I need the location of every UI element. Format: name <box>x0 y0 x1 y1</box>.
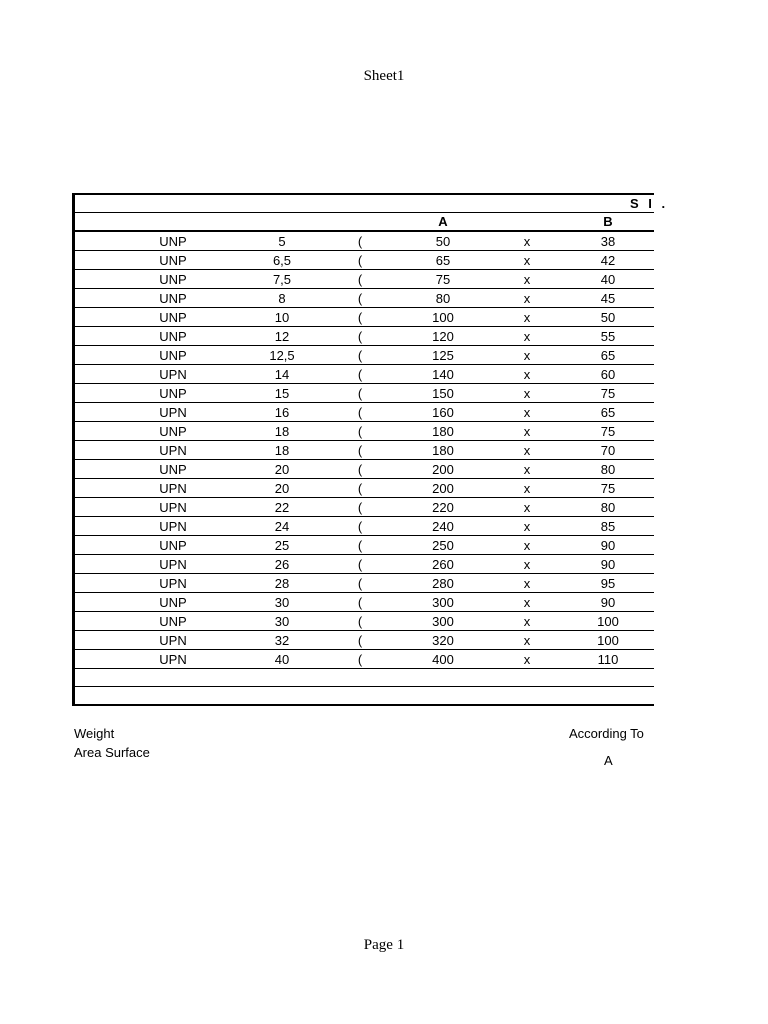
cell-dimension-b: 75 <box>600 386 616 401</box>
cell-profile-size: 28 <box>274 576 290 591</box>
table-body <box>75 232 654 669</box>
cell-open-paren: ( <box>357 443 363 458</box>
table-row <box>75 650 654 669</box>
cell-dimension-a: 240 <box>432 519 454 534</box>
cell-times-sign: x <box>523 386 531 401</box>
table-group-header-row <box>75 195 669 213</box>
cell-times-sign: x <box>523 424 531 439</box>
cell-open-paren: ( <box>357 595 363 610</box>
table-row <box>75 479 654 498</box>
cell-times-sign: x <box>523 291 531 306</box>
cell-dimension-b: 90 <box>600 595 616 610</box>
table-row <box>75 555 654 574</box>
table-row <box>75 308 654 327</box>
cell-dimension-b: 40 <box>600 272 616 287</box>
cell-times-sign: x <box>523 614 531 629</box>
cell-profile-size: 40 <box>274 652 290 667</box>
cell-open-paren: ( <box>357 481 363 496</box>
cell-open-paren: ( <box>357 424 363 439</box>
a-label: A <box>604 753 613 768</box>
table-row <box>75 593 654 612</box>
table-row <box>75 403 654 422</box>
cell-times-sign: x <box>523 253 531 268</box>
cell-dimension-b: 90 <box>600 538 616 553</box>
cell-times-sign: x <box>523 405 531 420</box>
cell-dimension-a: 65 <box>435 253 451 268</box>
cell-profile-size: 18 <box>274 443 290 458</box>
cell-profile-type: UNP <box>159 614 187 629</box>
cell-profile-size: 20 <box>274 481 290 496</box>
page-footer-number: Page 1 <box>363 937 405 953</box>
cell-times-sign: x <box>523 633 531 648</box>
cell-times-sign: x <box>523 348 531 363</box>
cell-profile-size: 22 <box>274 500 290 515</box>
cell-dimension-b: 100 <box>597 614 619 629</box>
cell-times-sign: x <box>523 500 531 515</box>
cell-dimension-a: 300 <box>432 614 454 629</box>
cell-dimension-a: 200 <box>432 481 454 496</box>
cell-profile-size: 25 <box>274 538 290 553</box>
cell-dimension-b: 45 <box>600 291 616 306</box>
cell-profile-size: 32 <box>274 633 290 648</box>
cell-dimension-a: 80 <box>435 291 451 306</box>
cell-open-paren: ( <box>357 500 363 515</box>
table-row <box>75 270 654 289</box>
weight-label: Weight <box>74 726 115 741</box>
table-row <box>75 384 654 403</box>
cell-profile-size: 15 <box>274 386 290 401</box>
table-row <box>75 251 654 270</box>
cell-profile-type: UNP <box>159 310 187 325</box>
cell-times-sign: x <box>523 519 531 534</box>
cell-open-paren: ( <box>357 614 363 629</box>
group-header-si: S I . <box>630 196 669 211</box>
cell-dimension-a: 160 <box>432 405 454 420</box>
cell-dimension-a: 220 <box>432 500 454 515</box>
cell-times-sign: x <box>523 576 531 591</box>
table-row <box>75 346 654 365</box>
cell-dimension-b: 65 <box>600 405 616 420</box>
cell-open-paren: ( <box>357 253 363 268</box>
cell-dimension-b: 95 <box>600 576 616 591</box>
cell-open-paren: ( <box>357 234 363 249</box>
cell-profile-type: UNP <box>159 253 187 268</box>
cell-times-sign: x <box>523 481 531 496</box>
cell-open-paren: ( <box>357 329 363 344</box>
cell-times-sign: x <box>523 462 531 477</box>
table-empty-row <box>75 669 654 687</box>
cell-profile-size: 24 <box>274 519 290 534</box>
cell-times-sign: x <box>523 234 531 249</box>
cell-profile-type: UPN <box>159 519 187 534</box>
cell-profile-type: UNP <box>159 595 187 610</box>
cell-profile-type: UNP <box>159 291 187 306</box>
area-surface-label: Area Surface <box>74 745 150 760</box>
cell-dimension-a: 280 <box>432 576 454 591</box>
cell-dimension-a: 200 <box>432 462 454 477</box>
table-row <box>75 232 654 251</box>
cell-times-sign: x <box>523 595 531 610</box>
cell-open-paren: ( <box>357 405 363 420</box>
cell-dimension-b: 80 <box>600 500 616 515</box>
cell-times-sign: x <box>523 310 531 325</box>
cell-profile-type: UNP <box>159 329 187 344</box>
table-empty-row <box>75 687 654 704</box>
cell-times-sign: x <box>523 329 531 344</box>
cell-open-paren: ( <box>357 652 363 667</box>
cell-open-paren: ( <box>357 310 363 325</box>
cell-open-paren: ( <box>357 576 363 591</box>
cell-profile-type: UPN <box>159 652 187 667</box>
cell-dimension-a: 140 <box>432 367 454 382</box>
cell-dimension-b: 80 <box>600 462 616 477</box>
cell-dimension-b: 70 <box>600 443 616 458</box>
profile-table <box>72 193 669 706</box>
cell-dimension-b: 110 <box>597 652 619 667</box>
cell-dimension-b: 90 <box>600 557 616 572</box>
cell-profile-type: UNP <box>159 424 187 439</box>
cell-profile-type: UNP <box>159 538 187 553</box>
cell-dimension-b: 55 <box>600 329 616 344</box>
cell-profile-size: 8 <box>278 291 286 306</box>
cell-dimension-b: 38 <box>600 234 616 249</box>
cell-open-paren: ( <box>357 519 363 534</box>
cell-dimension-a: 120 <box>432 329 454 344</box>
cell-profile-type: UPN <box>159 443 187 458</box>
cell-dimension-a: 180 <box>432 424 454 439</box>
cell-profile-type: UPN <box>159 633 187 648</box>
cell-dimension-a: 100 <box>432 310 454 325</box>
cell-profile-size: 14 <box>274 367 290 382</box>
cell-dimension-a: 125 <box>432 348 454 363</box>
cell-dimension-b: 60 <box>600 367 616 382</box>
cell-profile-type: UNP <box>159 348 187 363</box>
table-row <box>75 422 654 441</box>
table-row <box>75 536 654 555</box>
cell-open-paren: ( <box>357 557 363 572</box>
table-row <box>75 631 654 650</box>
column-header-b: B <box>603 214 613 229</box>
cell-profile-type: UNP <box>159 462 187 477</box>
cell-profile-type: UPN <box>159 367 187 382</box>
table-column-header-row <box>75 213 654 232</box>
cell-profile-size: 6,5 <box>272 253 292 268</box>
cell-open-paren: ( <box>357 272 363 287</box>
cell-open-paren: ( <box>357 386 363 401</box>
cell-dimension-b: 75 <box>600 481 616 496</box>
cell-profile-size: 5 <box>278 234 286 249</box>
table-row <box>75 327 654 346</box>
cell-dimension-b: 75 <box>600 424 616 439</box>
cell-profile-size: 20 <box>274 462 290 477</box>
table-row <box>75 441 654 460</box>
cell-profile-type: UPN <box>159 481 187 496</box>
cell-profile-size: 7,5 <box>272 272 292 287</box>
cell-profile-size: 10 <box>274 310 290 325</box>
cell-profile-size: 26 <box>274 557 290 572</box>
cell-times-sign: x <box>523 272 531 287</box>
cell-dimension-b: 85 <box>600 519 616 534</box>
cell-profile-size: 30 <box>274 614 290 629</box>
cell-profile-size: 18 <box>274 424 290 439</box>
cell-dimension-b: 65 <box>600 348 616 363</box>
cell-dimension-b: 42 <box>600 253 616 268</box>
table-row <box>75 365 654 384</box>
cell-dimension-a: 250 <box>432 538 454 553</box>
cell-times-sign: x <box>523 652 531 667</box>
cell-open-paren: ( <box>357 462 363 477</box>
cell-open-paren: ( <box>357 291 363 306</box>
page-header-title: Sheet1 <box>363 68 405 84</box>
table-row <box>75 289 654 308</box>
cell-dimension-a: 400 <box>432 652 454 667</box>
cell-times-sign: x <box>523 443 531 458</box>
cell-times-sign: x <box>523 367 531 382</box>
cell-profile-size: 12 <box>274 329 290 344</box>
cell-profile-type: UPN <box>159 500 187 515</box>
cell-dimension-b: 100 <box>597 633 619 648</box>
table-row <box>75 612 654 631</box>
cell-times-sign: x <box>523 538 531 553</box>
cell-profile-type: UNP <box>159 386 187 401</box>
cell-dimension-a: 50 <box>435 234 451 249</box>
cell-dimension-a: 320 <box>432 633 454 648</box>
cell-dimension-a: 180 <box>432 443 454 458</box>
cell-profile-type: UPN <box>159 405 187 420</box>
cell-profile-size: 30 <box>274 595 290 610</box>
cell-open-paren: ( <box>357 367 363 382</box>
cell-profile-type: UNP <box>159 272 187 287</box>
according-to-label: According To <box>569 726 644 741</box>
table-row <box>75 574 654 593</box>
cell-open-paren: ( <box>357 633 363 648</box>
column-header-a: A <box>438 214 448 229</box>
cell-times-sign: x <box>523 557 531 572</box>
table-row <box>75 498 654 517</box>
cell-profile-size: 16 <box>274 405 290 420</box>
cell-dimension-a: 150 <box>432 386 454 401</box>
table-row <box>75 517 654 536</box>
cell-profile-type: UPN <box>159 557 187 572</box>
cell-open-paren: ( <box>357 538 363 553</box>
cell-open-paren: ( <box>357 348 363 363</box>
cell-dimension-a: 75 <box>435 272 451 287</box>
cell-profile-type: UPN <box>159 576 187 591</box>
cell-dimension-a: 300 <box>432 595 454 610</box>
table-row <box>75 460 654 479</box>
cell-profile-type: UNP <box>159 234 187 249</box>
cell-dimension-b: 50 <box>600 310 616 325</box>
cell-dimension-a: 260 <box>432 557 454 572</box>
cell-profile-size: 12,5 <box>269 348 295 363</box>
